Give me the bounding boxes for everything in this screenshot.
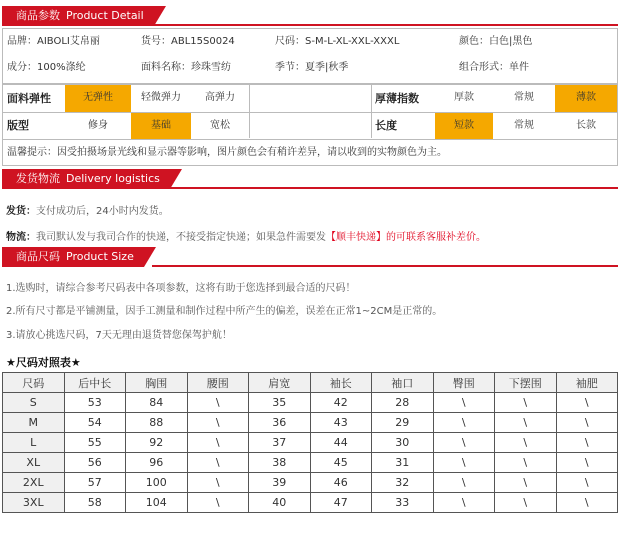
size-cell: 2XL: [3, 473, 65, 493]
table-cell: \: [187, 413, 249, 433]
table-cell: \: [495, 433, 557, 453]
table-cell: \: [433, 453, 495, 473]
table-row: [3, 453, 618, 473]
param-row-2: [3, 55, 617, 81]
param-combo: 组合形式：单件: [459, 62, 529, 73]
tip-row: [3, 139, 617, 166]
header-sleeve-width: 袖肥: [556, 373, 618, 393]
table-cell: 36: [249, 413, 311, 433]
table-cell: \: [495, 493, 557, 513]
table-cell: \: [187, 393, 249, 413]
param-season: 季节：夏季|秋季: [275, 62, 349, 73]
color-tip: 温馨提示：因受拍摄场景光线和显示器等影响，图片颜色会有稍许差异，请以收到的实物颜色为主。: [7, 146, 447, 158]
logistics-label: 物流：: [6, 232, 36, 243]
table-cell: 38: [249, 453, 311, 473]
size-tag: [2, 247, 144, 267]
product-detail-tag: [2, 6, 154, 26]
table-cell: 92: [126, 433, 188, 453]
table-cell: \: [187, 473, 249, 493]
table-cell: \: [433, 393, 495, 413]
table-row: [3, 473, 618, 493]
product-detail-header: [2, 6, 618, 26]
param-color: 颜色：白色|黑色: [459, 36, 533, 47]
header-rule: [152, 265, 618, 267]
grid-vline: [249, 84, 250, 138]
table-cell: \: [433, 473, 495, 493]
table-cell: 47: [310, 493, 372, 513]
grid-vline: [371, 84, 372, 138]
header-chest: 胸围: [126, 373, 188, 393]
table-cell: 100: [126, 473, 188, 493]
table-cell: 46: [310, 473, 372, 493]
ship-info: [6, 202, 169, 217]
table-cell: 55: [64, 433, 126, 453]
thickness-option-thin: 薄款: [555, 84, 617, 112]
fit-length-row: [3, 112, 617, 139]
table-cell: \: [556, 433, 618, 453]
table-cell: \: [556, 473, 618, 493]
delivery-title-en: Delivery logistics: [66, 172, 160, 185]
table-cell: 31: [372, 453, 434, 473]
thickness-option-thick: 厚款: [454, 92, 474, 103]
product-detail-box: [2, 28, 618, 166]
size-cell: S: [3, 393, 65, 413]
table-cell: \: [187, 453, 249, 473]
size-cell: L: [3, 433, 65, 453]
param-brand: 品牌：AIBOLI艾帛丽: [7, 36, 100, 47]
table-cell: 43: [310, 413, 372, 433]
delivery-header: [2, 169, 618, 189]
length-option-short: 短款: [435, 112, 493, 139]
table-cell: \: [433, 493, 495, 513]
header-sleeve-length: 袖长: [310, 373, 372, 393]
table-cell: \: [495, 453, 557, 473]
table-cell: \: [556, 393, 618, 413]
header-shoulder: 肩宽: [249, 373, 311, 393]
table-cell: 96: [126, 453, 188, 473]
logistics-highlight: 【顺丰快递】的可联系客服补差价。: [326, 232, 486, 243]
size-note-3: 3.请放心挑选尺码，7天无理由退货替您保驾护航！: [6, 330, 232, 341]
size-table: [2, 372, 618, 513]
length-label: 长度: [375, 119, 397, 132]
param-row-1: [3, 29, 617, 55]
fit-option-loose: 宽松: [210, 119, 230, 131]
delivery-tag: [2, 169, 170, 189]
table-cell: 28: [372, 393, 434, 413]
header-size: 尺码: [3, 373, 65, 393]
delivery-title-cn: 发货物流: [16, 172, 60, 185]
param-material: 成分：100%涤纶: [7, 62, 86, 73]
table-cell: 57: [64, 473, 126, 493]
grid-line: [3, 112, 617, 113]
ship-label: 发货：: [6, 206, 36, 217]
length-option-regular: 常规: [514, 119, 534, 131]
table-cell: 39: [249, 473, 311, 493]
param-sizes: 尺码：S-M-L-XL-XXL-XXXL: [275, 36, 400, 47]
thickness-option-regular: 常规: [514, 92, 534, 103]
size-title-cn: 商品尺码: [16, 250, 60, 263]
size-title-en: Product Size: [66, 250, 134, 263]
table-cell: 54: [64, 413, 126, 433]
product-detail-title-en: Product Detail: [66, 9, 144, 22]
fit-option-basic: 基础: [131, 112, 191, 139]
header-rule: [152, 187, 618, 189]
table-cell: \: [433, 413, 495, 433]
size-table-title: ★尺码对照表★: [6, 356, 81, 369]
length-option-long: 长款: [576, 119, 596, 131]
table-cell: 84: [126, 393, 188, 413]
table-cell: 29: [372, 413, 434, 433]
table-cell: 104: [126, 493, 188, 513]
elastic-label: 面料弹性: [7, 91, 51, 105]
size-table-header-row: [3, 373, 618, 393]
size-note-2: 2.所有尺寸都是平铺测量，因手工测量和制作过程中所产生的偏差，误差在正常1~2CM是正常的。: [6, 306, 443, 317]
size-cell: 3XL: [3, 493, 65, 513]
elastic-thickness-row: [3, 84, 617, 112]
table-cell: \: [495, 413, 557, 433]
thickness-label: 厚薄指数: [375, 91, 419, 105]
table-cell: \: [187, 433, 249, 453]
header-rule: [152, 24, 618, 26]
table-cell: \: [433, 433, 495, 453]
product-detail-title-cn: 商品参数: [16, 9, 60, 22]
header-back-length: 后中长: [64, 373, 126, 393]
table-cell: 33: [372, 493, 434, 513]
table-cell: 56: [64, 453, 126, 473]
header-waist: 腰围: [187, 373, 249, 393]
table-cell: \: [556, 413, 618, 433]
table-cell: 37: [249, 433, 311, 453]
table-cell: \: [187, 493, 249, 513]
table-cell: 58: [64, 493, 126, 513]
header-hem: 下摆围: [495, 373, 557, 393]
elastic-option-light: 轻微弹力: [141, 92, 181, 103]
table-cell: \: [556, 493, 618, 513]
elastic-option-none: 无弹性: [65, 84, 131, 112]
logistics-info: [6, 228, 486, 243]
size-header: [2, 247, 618, 267]
header-hip: 臀围: [433, 373, 495, 393]
param-fabric: 面料名称：珍珠雪纺: [141, 62, 231, 73]
header-cuff: 袖口: [372, 373, 434, 393]
param-sku: 货号：ABL15S0024: [141, 36, 235, 47]
table-cell: \: [556, 453, 618, 473]
table-row: [3, 433, 618, 453]
table-cell: 30: [372, 433, 434, 453]
table-cell: 42: [310, 393, 372, 413]
fit-option-slim: 修身: [88, 119, 108, 131]
table-row: [3, 393, 618, 413]
logistics-text: 我司默认发与我司合作的快递，不接受指定快递；如果急件需要发: [36, 232, 326, 243]
elastic-option-high: 高弹力: [205, 92, 235, 103]
fit-label: 版型: [7, 119, 29, 132]
table-cell: \: [495, 473, 557, 493]
ship-text: 支付成功后，24小时内发货。: [36, 206, 169, 217]
table-cell: 32: [372, 473, 434, 493]
table-cell: 44: [310, 433, 372, 453]
grid-line: [3, 84, 617, 85]
table-cell: 88: [126, 413, 188, 433]
size-cell: XL: [3, 453, 65, 473]
table-cell: 53: [64, 393, 126, 413]
table-row: [3, 413, 618, 433]
table-cell: 40: [249, 493, 311, 513]
table-cell: \: [495, 393, 557, 413]
table-cell: 35: [249, 393, 311, 413]
size-note-1: 1.选购时，请综合参考尺码表中各项参数，这将有助于您选择到最合适的尺码！: [6, 283, 356, 294]
size-cell: M: [3, 413, 65, 433]
table-row: [3, 493, 618, 513]
table-cell: 45: [310, 453, 372, 473]
